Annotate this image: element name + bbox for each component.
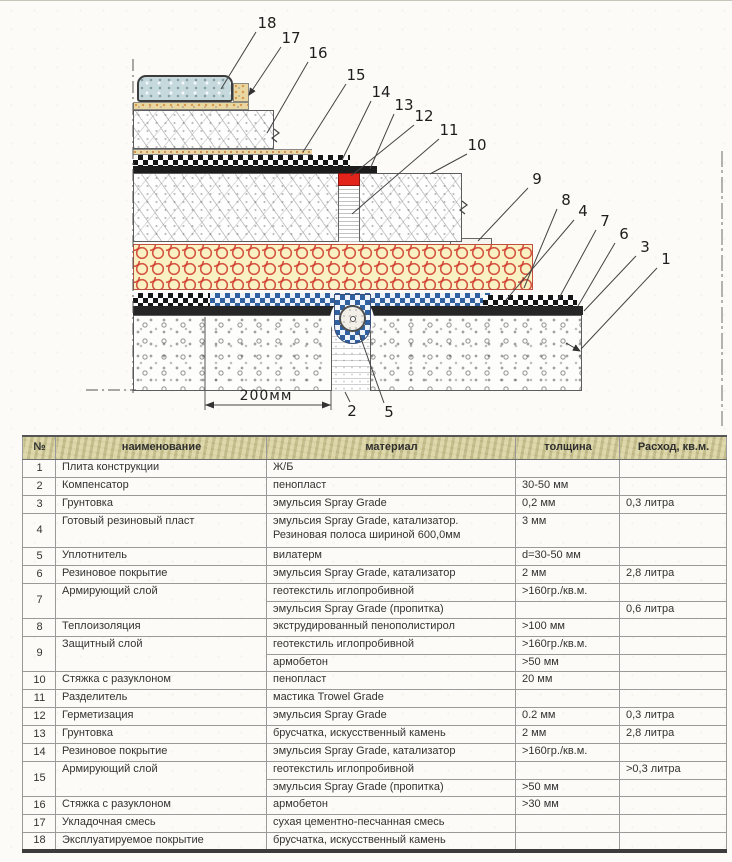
construction-cross-section xyxy=(0,1,732,433)
row-number: 7 xyxy=(23,584,56,619)
callout-leader-2 xyxy=(345,392,350,402)
row-name: Плита конструкции xyxy=(56,460,267,478)
row-material: геотекстиль иглопробивной xyxy=(267,762,516,780)
materials-spec-table xyxy=(22,435,727,853)
table-row xyxy=(23,584,727,602)
row-name: Герметизация xyxy=(56,708,267,726)
row-material: сухая цементно-песчанная смесь xyxy=(267,815,516,833)
col-header-number: № xyxy=(23,436,56,460)
row-material: экструдированный пенополистирол xyxy=(267,619,516,637)
row-number: 8 xyxy=(23,619,56,637)
row-consumption xyxy=(620,637,727,655)
row-name: Армирующий слой xyxy=(56,584,267,619)
table-row xyxy=(23,566,727,584)
row-thickness xyxy=(516,690,620,708)
row-material: геотекстиль иглопробивной xyxy=(267,637,516,655)
table-row xyxy=(23,514,727,548)
callout-label-1: 1 xyxy=(661,250,671,268)
callout-label-11: 11 xyxy=(439,121,459,139)
break-mark-upper xyxy=(272,129,279,142)
row-name: Теплоизоляция xyxy=(56,619,267,637)
row-name: Стяжка с разуклоном xyxy=(56,797,267,815)
callout-leader-11 xyxy=(352,139,439,214)
row-material: эмульсия Spray Grade, катализатор xyxy=(267,566,516,584)
row-consumption xyxy=(620,744,727,762)
table-row xyxy=(23,815,727,833)
row-consumption: >0,3 литра xyxy=(620,762,727,780)
row-material: пенопласт xyxy=(267,478,516,496)
col-header-material: материал xyxy=(267,436,516,460)
row-consumption xyxy=(620,619,727,637)
row-consumption xyxy=(620,460,727,478)
table-header-row xyxy=(23,436,727,460)
row-thickness: >160гр./кв.м. xyxy=(516,744,620,762)
table-row xyxy=(23,708,727,726)
row-material: эмульсия Spray Grade (пропитка) xyxy=(267,602,516,619)
row-consumption xyxy=(620,548,727,566)
table-row xyxy=(23,637,727,655)
callout-leader-18 xyxy=(221,32,256,89)
row-name: Резиновое покрытие xyxy=(56,744,267,762)
row-number: 1 xyxy=(23,460,56,478)
row-thickness: d=30-50 мм xyxy=(516,548,620,566)
row-number: 18 xyxy=(23,833,56,851)
materials-table-body xyxy=(23,460,727,851)
table-row xyxy=(23,672,727,690)
callout-label-5: 5 xyxy=(384,403,394,421)
row-thickness: 0,2 мм xyxy=(516,496,620,514)
table-row xyxy=(23,619,727,637)
row-number: 16 xyxy=(23,797,56,815)
callout-leader-16 xyxy=(267,62,308,133)
row-consumption xyxy=(620,797,727,815)
callout-leader-1 xyxy=(581,268,657,349)
row-material: эмульсия Spray Grade xyxy=(267,708,516,726)
callout-leader-4 xyxy=(506,220,574,300)
row-name: Разделитель xyxy=(56,690,267,708)
callout-label-6: 6 xyxy=(619,225,629,243)
table-row xyxy=(23,496,727,514)
row-material: Ж/Б xyxy=(267,460,516,478)
row-number: 17 xyxy=(23,815,56,833)
row-consumption xyxy=(620,690,727,708)
callout-leader-8 xyxy=(524,209,557,288)
callout-label-15: 15 xyxy=(346,66,366,84)
callout-leader-15 xyxy=(303,84,346,152)
slab-edge-arrow xyxy=(566,343,580,351)
row-number: 5 xyxy=(23,548,56,566)
row-consumption: 2,8 литра xyxy=(620,566,727,584)
row-material: геотекстиль иглопробивной xyxy=(267,584,516,602)
row-number: 10 xyxy=(23,672,56,690)
row-name: Резиновое покрытие xyxy=(56,566,267,584)
row-thickness: >160гр./кв.м. xyxy=(516,637,620,655)
row-material: эмульсия Spray Grade xyxy=(267,496,516,514)
row-number: 13 xyxy=(23,726,56,744)
row-thickness: 30-50 мм xyxy=(516,478,620,496)
row-thickness: >160гр./кв.м. xyxy=(516,584,620,602)
col-header-thickness: толщина xyxy=(516,436,620,460)
row-consumption: 0,6 литра xyxy=(620,602,727,619)
table-row xyxy=(23,797,727,815)
callout-label-10: 10 xyxy=(467,136,487,154)
row-number: 9 xyxy=(23,637,56,672)
row-name: Стяжка с разуклоном xyxy=(56,672,267,690)
row-number: 11 xyxy=(23,690,56,708)
callout-label-14: 14 xyxy=(371,83,391,101)
col-header-name: наименование xyxy=(56,436,267,460)
row-thickness xyxy=(516,460,620,478)
table-row xyxy=(23,548,727,566)
callout-leader-13 xyxy=(370,114,394,169)
row-material: армобетон xyxy=(267,655,516,672)
callout-leader-5 xyxy=(359,333,384,403)
row-thickness: >50 мм xyxy=(516,780,620,797)
row-consumption xyxy=(620,584,727,602)
row-name: Укладочная смесь xyxy=(56,815,267,833)
row-thickness: 2 мм xyxy=(516,726,620,744)
table-row xyxy=(23,690,727,708)
callout-label-2: 2 xyxy=(347,402,357,420)
row-material: пенопласт xyxy=(267,672,516,690)
row-thickness: >50 мм xyxy=(516,655,620,672)
row-thickness xyxy=(516,602,620,619)
row-consumption xyxy=(620,514,727,548)
row-name: Грунтовка xyxy=(56,496,267,514)
row-consumption: 0,3 литра xyxy=(620,708,727,726)
table-row xyxy=(23,744,727,762)
row-consumption xyxy=(620,780,727,797)
callout-label-12: 12 xyxy=(414,107,434,125)
row-material: брусчатка, искусственный камень xyxy=(267,726,516,744)
table-row xyxy=(23,833,727,851)
table-row xyxy=(23,726,727,744)
break-mark-middle xyxy=(460,201,467,214)
row-name: Готовый резиновый пласт xyxy=(56,514,267,548)
callout-label-4: 4 xyxy=(578,202,588,220)
callout-label-18: 18 xyxy=(257,14,277,32)
row-number: 3 xyxy=(23,496,56,514)
callout-label-13: 13 xyxy=(394,96,414,114)
row-thickness xyxy=(516,833,620,851)
row-thickness: 3 мм xyxy=(516,514,620,548)
row-number: 6 xyxy=(23,566,56,584)
dim-arrow-left xyxy=(205,402,214,409)
row-name: Эксплуатируемое покрытие xyxy=(56,833,267,851)
dimension-label: 200мм xyxy=(239,388,293,404)
table-row xyxy=(23,762,727,780)
row-material: эмульсия Spray Grade (пропитка) xyxy=(267,780,516,797)
row-consumption: 2,8 литра xyxy=(620,726,727,744)
table-row xyxy=(23,460,727,478)
callout-leader-9 xyxy=(478,188,528,241)
row-consumption xyxy=(620,655,727,672)
row-name: Грунтовка xyxy=(56,726,267,744)
row-thickness: 0.2 мм xyxy=(516,708,620,726)
row-consumption: 0,3 литра xyxy=(620,496,727,514)
row-name: Уплотнитель xyxy=(56,548,267,566)
row-thickness: 20 мм xyxy=(516,672,620,690)
row-number: 14 xyxy=(23,744,56,762)
callout-label-8: 8 xyxy=(561,191,571,209)
callout-label-9: 9 xyxy=(532,170,542,188)
row-number: 15 xyxy=(23,762,56,797)
row-consumption xyxy=(620,833,727,851)
callout-leader-17 xyxy=(249,47,281,95)
row-name: Компенсатор xyxy=(56,478,267,496)
row-thickness: >100 мм xyxy=(516,619,620,637)
row-thickness xyxy=(516,815,620,833)
row-thickness: >30 мм xyxy=(516,797,620,815)
row-thickness: 2 мм xyxy=(516,566,620,584)
row-material: эмульсия Spray Grade, катализатор xyxy=(267,744,516,762)
row-thickness xyxy=(516,762,620,780)
row-name: Защитный слой xyxy=(56,637,267,672)
callout-label-17: 17 xyxy=(281,29,301,47)
row-material: армобетон xyxy=(267,797,516,815)
callout-leader-3 xyxy=(584,256,636,311)
dim-arrow-right xyxy=(322,402,331,409)
row-number: 2 xyxy=(23,478,56,496)
row-number: 12 xyxy=(23,708,56,726)
row-material: эмульсия Spray Grade, катализатор. Резиновая полоса шириной 600,0мм xyxy=(267,514,516,548)
row-consumption xyxy=(620,815,727,833)
callout-leader-14 xyxy=(342,101,371,160)
table-row xyxy=(23,478,727,496)
callout-leader-10 xyxy=(430,154,467,174)
callout-label-16: 16 xyxy=(308,44,328,62)
row-material: брусчатка, искусственный камень xyxy=(267,833,516,851)
row-material: вилатерм xyxy=(267,548,516,566)
callout-leader-7 xyxy=(558,230,596,300)
diagram-annotations xyxy=(0,1,732,433)
callout-label-7: 7 xyxy=(600,212,610,230)
row-material: мастика Trowel Grade xyxy=(267,690,516,708)
col-header-consumption: Расход, кв.м. xyxy=(620,436,727,460)
row-consumption xyxy=(620,672,727,690)
callout-label-3: 3 xyxy=(640,238,650,256)
row-number: 4 xyxy=(23,514,56,548)
row-consumption xyxy=(620,478,727,496)
row-name: Армирующий слой xyxy=(56,762,267,797)
